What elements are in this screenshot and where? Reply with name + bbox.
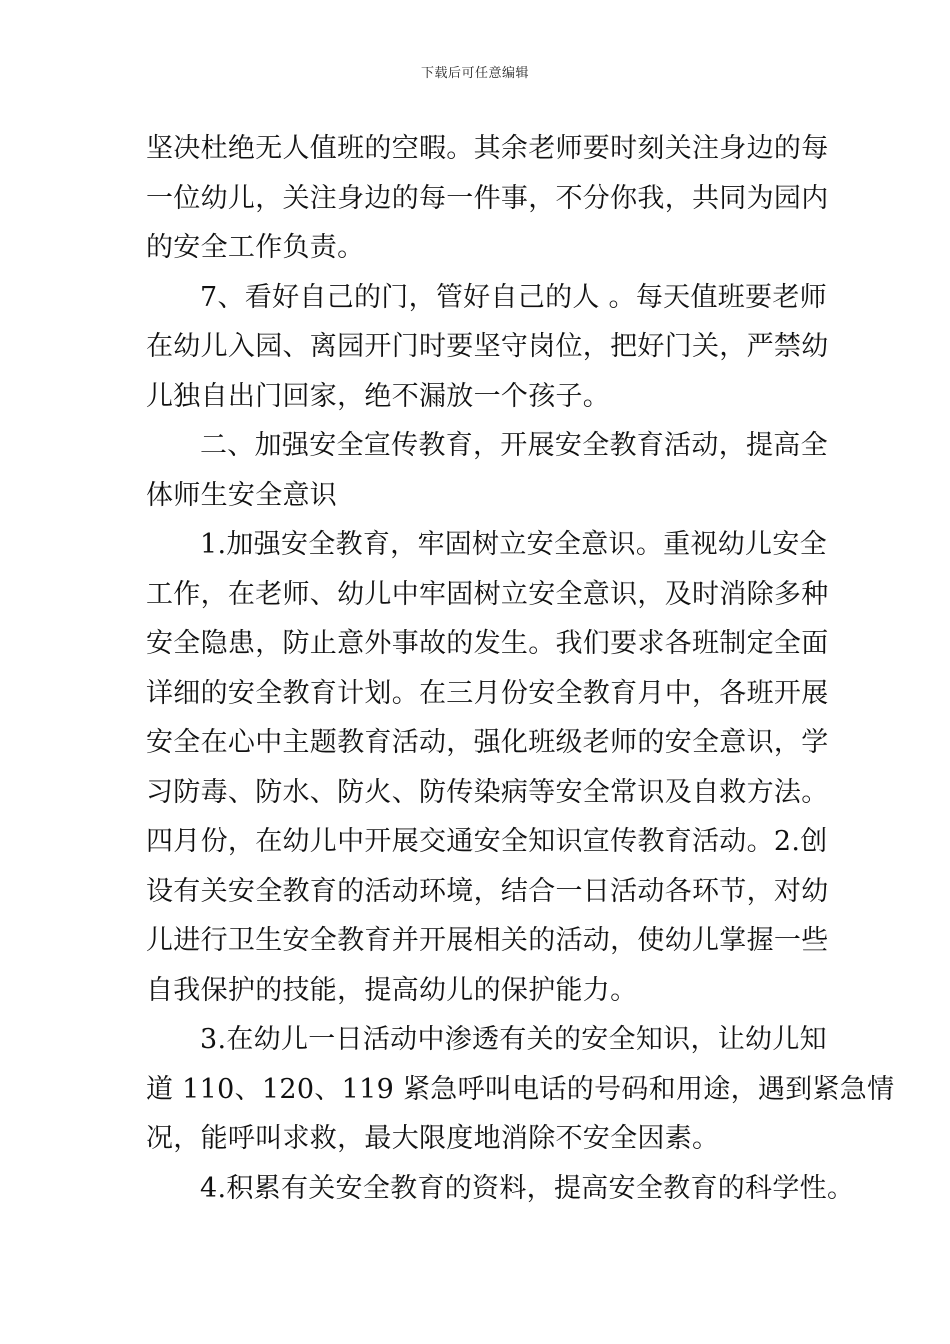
text-line: 的安全工作负责。 [146,232,365,263]
section-heading-line: 体师生安全意识 [146,479,338,511]
paragraph-start-line: 1.加强安全教育，牢固树立安全意识。重视幼儿安全 [200,529,827,560]
text-line: 设有关安全教育的活动环境，结合一日活动各环节，对幼 [146,875,829,907]
page-header: 下载后可任意编辑 [420,66,529,81]
text-line: 一位幼儿，关注身边的每一件事，不分你我，共同为园内 [146,182,829,214]
document-body [146,124,895,1213]
text-line: 自我保护的技能，提高幼儿的保护能力。 [146,974,638,1006]
text-line: 况，能呼叫求救，最大限度地消除不安全因素。 [146,1123,720,1154]
text-line: 习防毒、防水、防火、防传染病等安全常识及自救方法。 [146,776,829,808]
text-line: 儿进行卫生安全教育并开展相关的活动，使幼儿掌握一些 [146,925,829,956]
text-line: 工作，在老师、幼儿中牢固树立安全意识，及时消除多种 [146,578,829,610]
text-line: 道 110、120、119 紧急呼叫电话的号码和用途，遇到紧急情 [146,1073,895,1105]
text-line: 详细的安全教育计划。在三月份安全教育月中，各班开展 [146,677,829,709]
text-line: 四月份，在幼儿中开展交通安全知识宣传教育活动。2.创 [146,826,828,857]
text-line: 安全在心中主题教育活动，强化班级老师的安全意识，学 [146,727,829,758]
section-heading-line: 二、加强安全宣传教育，开展安全教育活动，提高全 [200,430,828,461]
paragraph-start-line: 4.积累有关安全教育的资料，提高安全教育的科学性。 [200,1172,855,1204]
text-line: 儿独自出门回家，绝不漏放一个孩子。 [146,380,611,412]
text-line: 坚决杜绝无人值班的空暇。其余老师要时刻关注身边的每 [146,133,829,164]
paragraph-start-line: 3.在幼儿一日活动中渗透有关的安全知识，让幼儿知 [200,1024,827,1055]
paragraph-start-line: 7、看好自己的门，管好自己的人 。每天值班要老师 [200,281,827,313]
text-line: 在幼儿入园、离园开门时要坚守岗位，把好门关，严禁幼 [146,331,829,362]
text-line: 安全隐患，防止意外事故的发生。我们要求各班制定全面 [146,628,829,659]
